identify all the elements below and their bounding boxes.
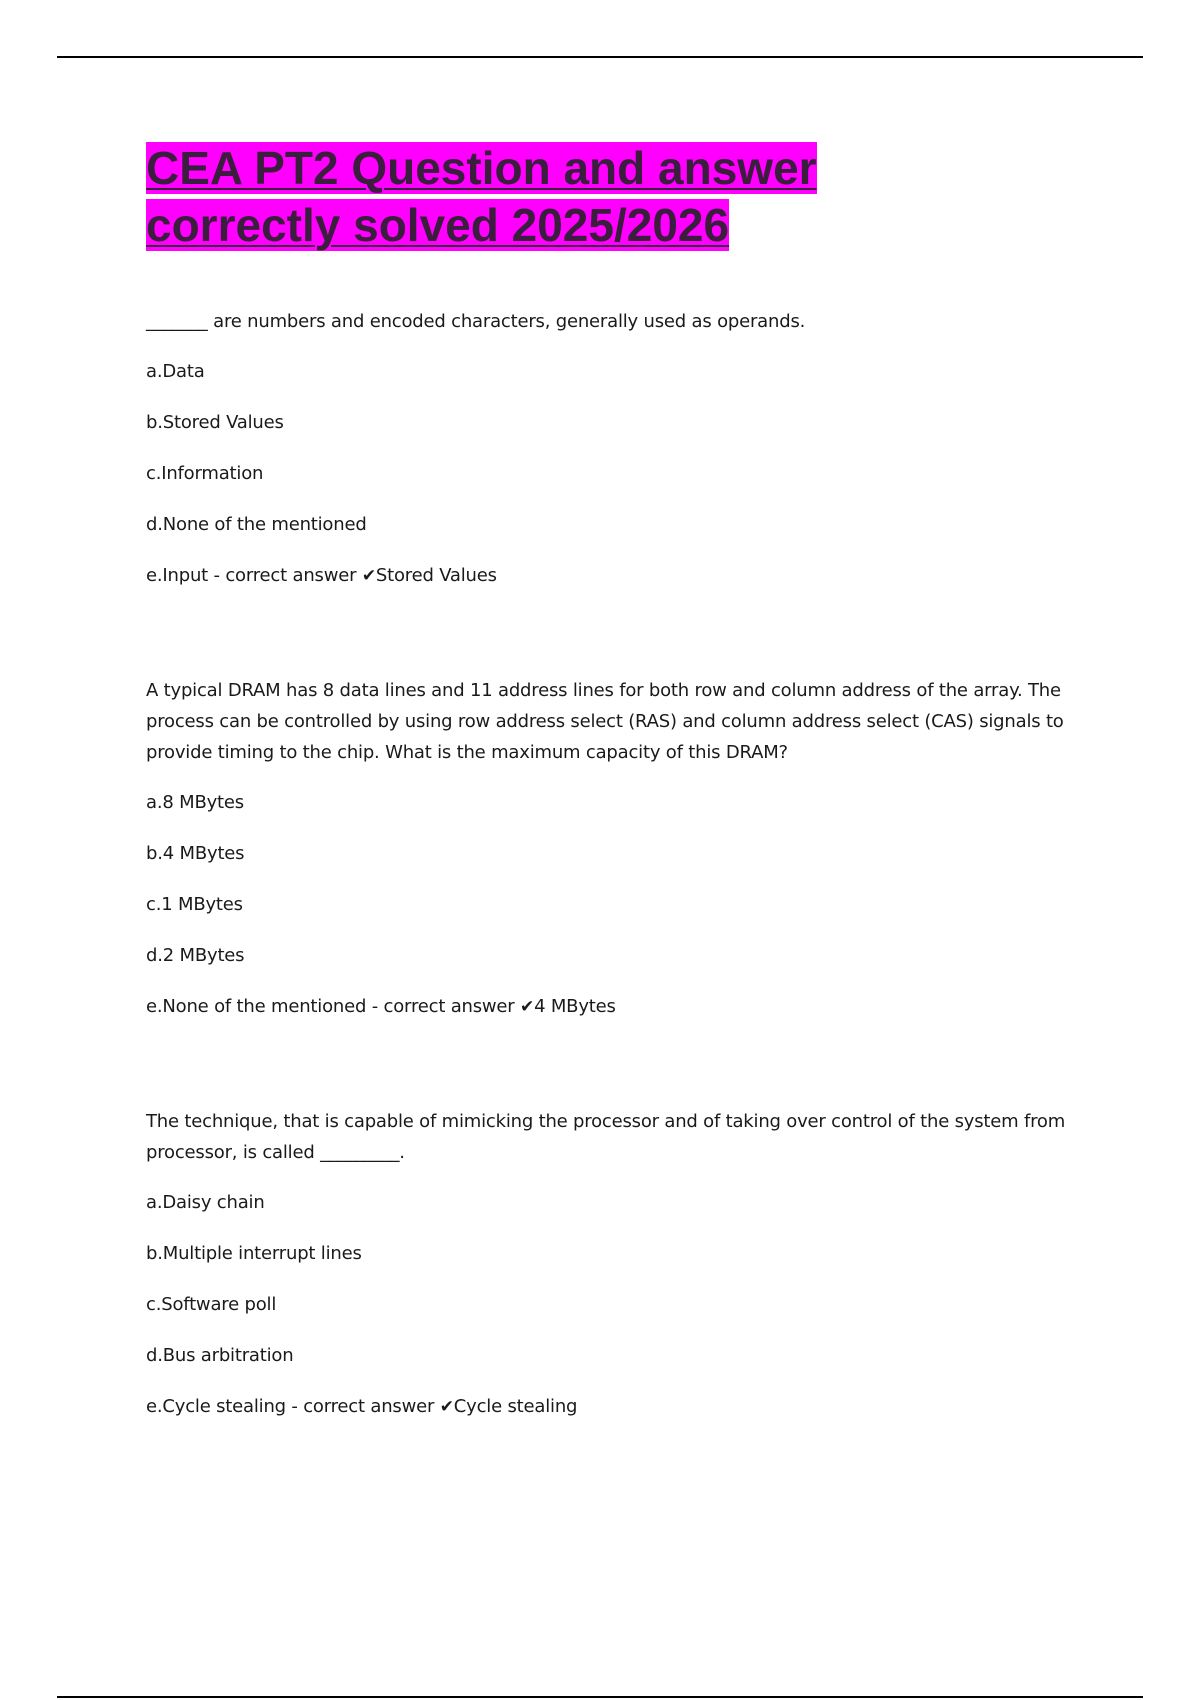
- question-block-3: [146, 1106, 1086, 1419]
- correct-answer: 4 MBytes: [534, 996, 616, 1017]
- checkmark-icon: ✔: [520, 997, 535, 1017]
- option-b: b.Multiple interrupt lines: [146, 1243, 362, 1264]
- question-block-2: [146, 675, 1086, 1019]
- checkmark-icon: ✔: [361, 566, 376, 586]
- option-b: b.Stored Values: [146, 412, 284, 433]
- question-prompt: _______ are numbers and encoded characters, generally used as operands.: [146, 311, 806, 332]
- document-title: [146, 140, 1086, 254]
- option-a: a.Daisy chain: [146, 1192, 265, 1213]
- correct-answer: Cycle stealing: [453, 1396, 578, 1417]
- question-prompt: A typical DRAM has 8 data lines and 11 address lines for both row and column address of the array. The process can be controlled by using row address select (RAS) and column address select (CAS) signals to provide timing to the chip. What is the maximum capacity of this DRAM?: [146, 680, 1064, 763]
- question-prompt: The technique, that is capable of mimicking the processor and of taking over control of the system from processor, is called _________.: [146, 1111, 1066, 1163]
- option-b: b.4 MBytes: [146, 843, 245, 864]
- document-body: [146, 140, 1086, 1419]
- option-d: d.Bus arbitration: [146, 1345, 294, 1366]
- option-e-with-answer: [146, 1395, 1086, 1419]
- option-c: c.Software poll: [146, 1294, 277, 1315]
- option-e-with-answer: [146, 995, 1086, 1019]
- correct-answer: Stored Values: [375, 565, 497, 586]
- footer-rule: [57, 1696, 1143, 1698]
- header-rule: [57, 56, 1143, 58]
- option-e-label: e.Input - correct answer: [146, 565, 362, 586]
- option-e-label: e.None of the mentioned - correct answer: [146, 996, 521, 1017]
- title-line-1: CEA PT2 Question and answer: [146, 142, 817, 194]
- option-d: d.None of the mentioned: [146, 514, 367, 535]
- title-line-2: correctly solved 2025/2026: [146, 199, 730, 251]
- option-c: c.1 MBytes: [146, 894, 243, 915]
- option-e-label: e.Cycle stealing - correct answer: [146, 1396, 440, 1417]
- option-a: a.8 MBytes: [146, 792, 244, 813]
- option-c: c.Information: [146, 463, 264, 484]
- option-e-with-answer: [146, 564, 1086, 588]
- option-a: a.Data: [146, 361, 205, 382]
- checkmark-icon: ✔: [439, 1397, 454, 1417]
- question-block-1: [146, 306, 1086, 588]
- option-d: d.2 MBytes: [146, 945, 245, 966]
